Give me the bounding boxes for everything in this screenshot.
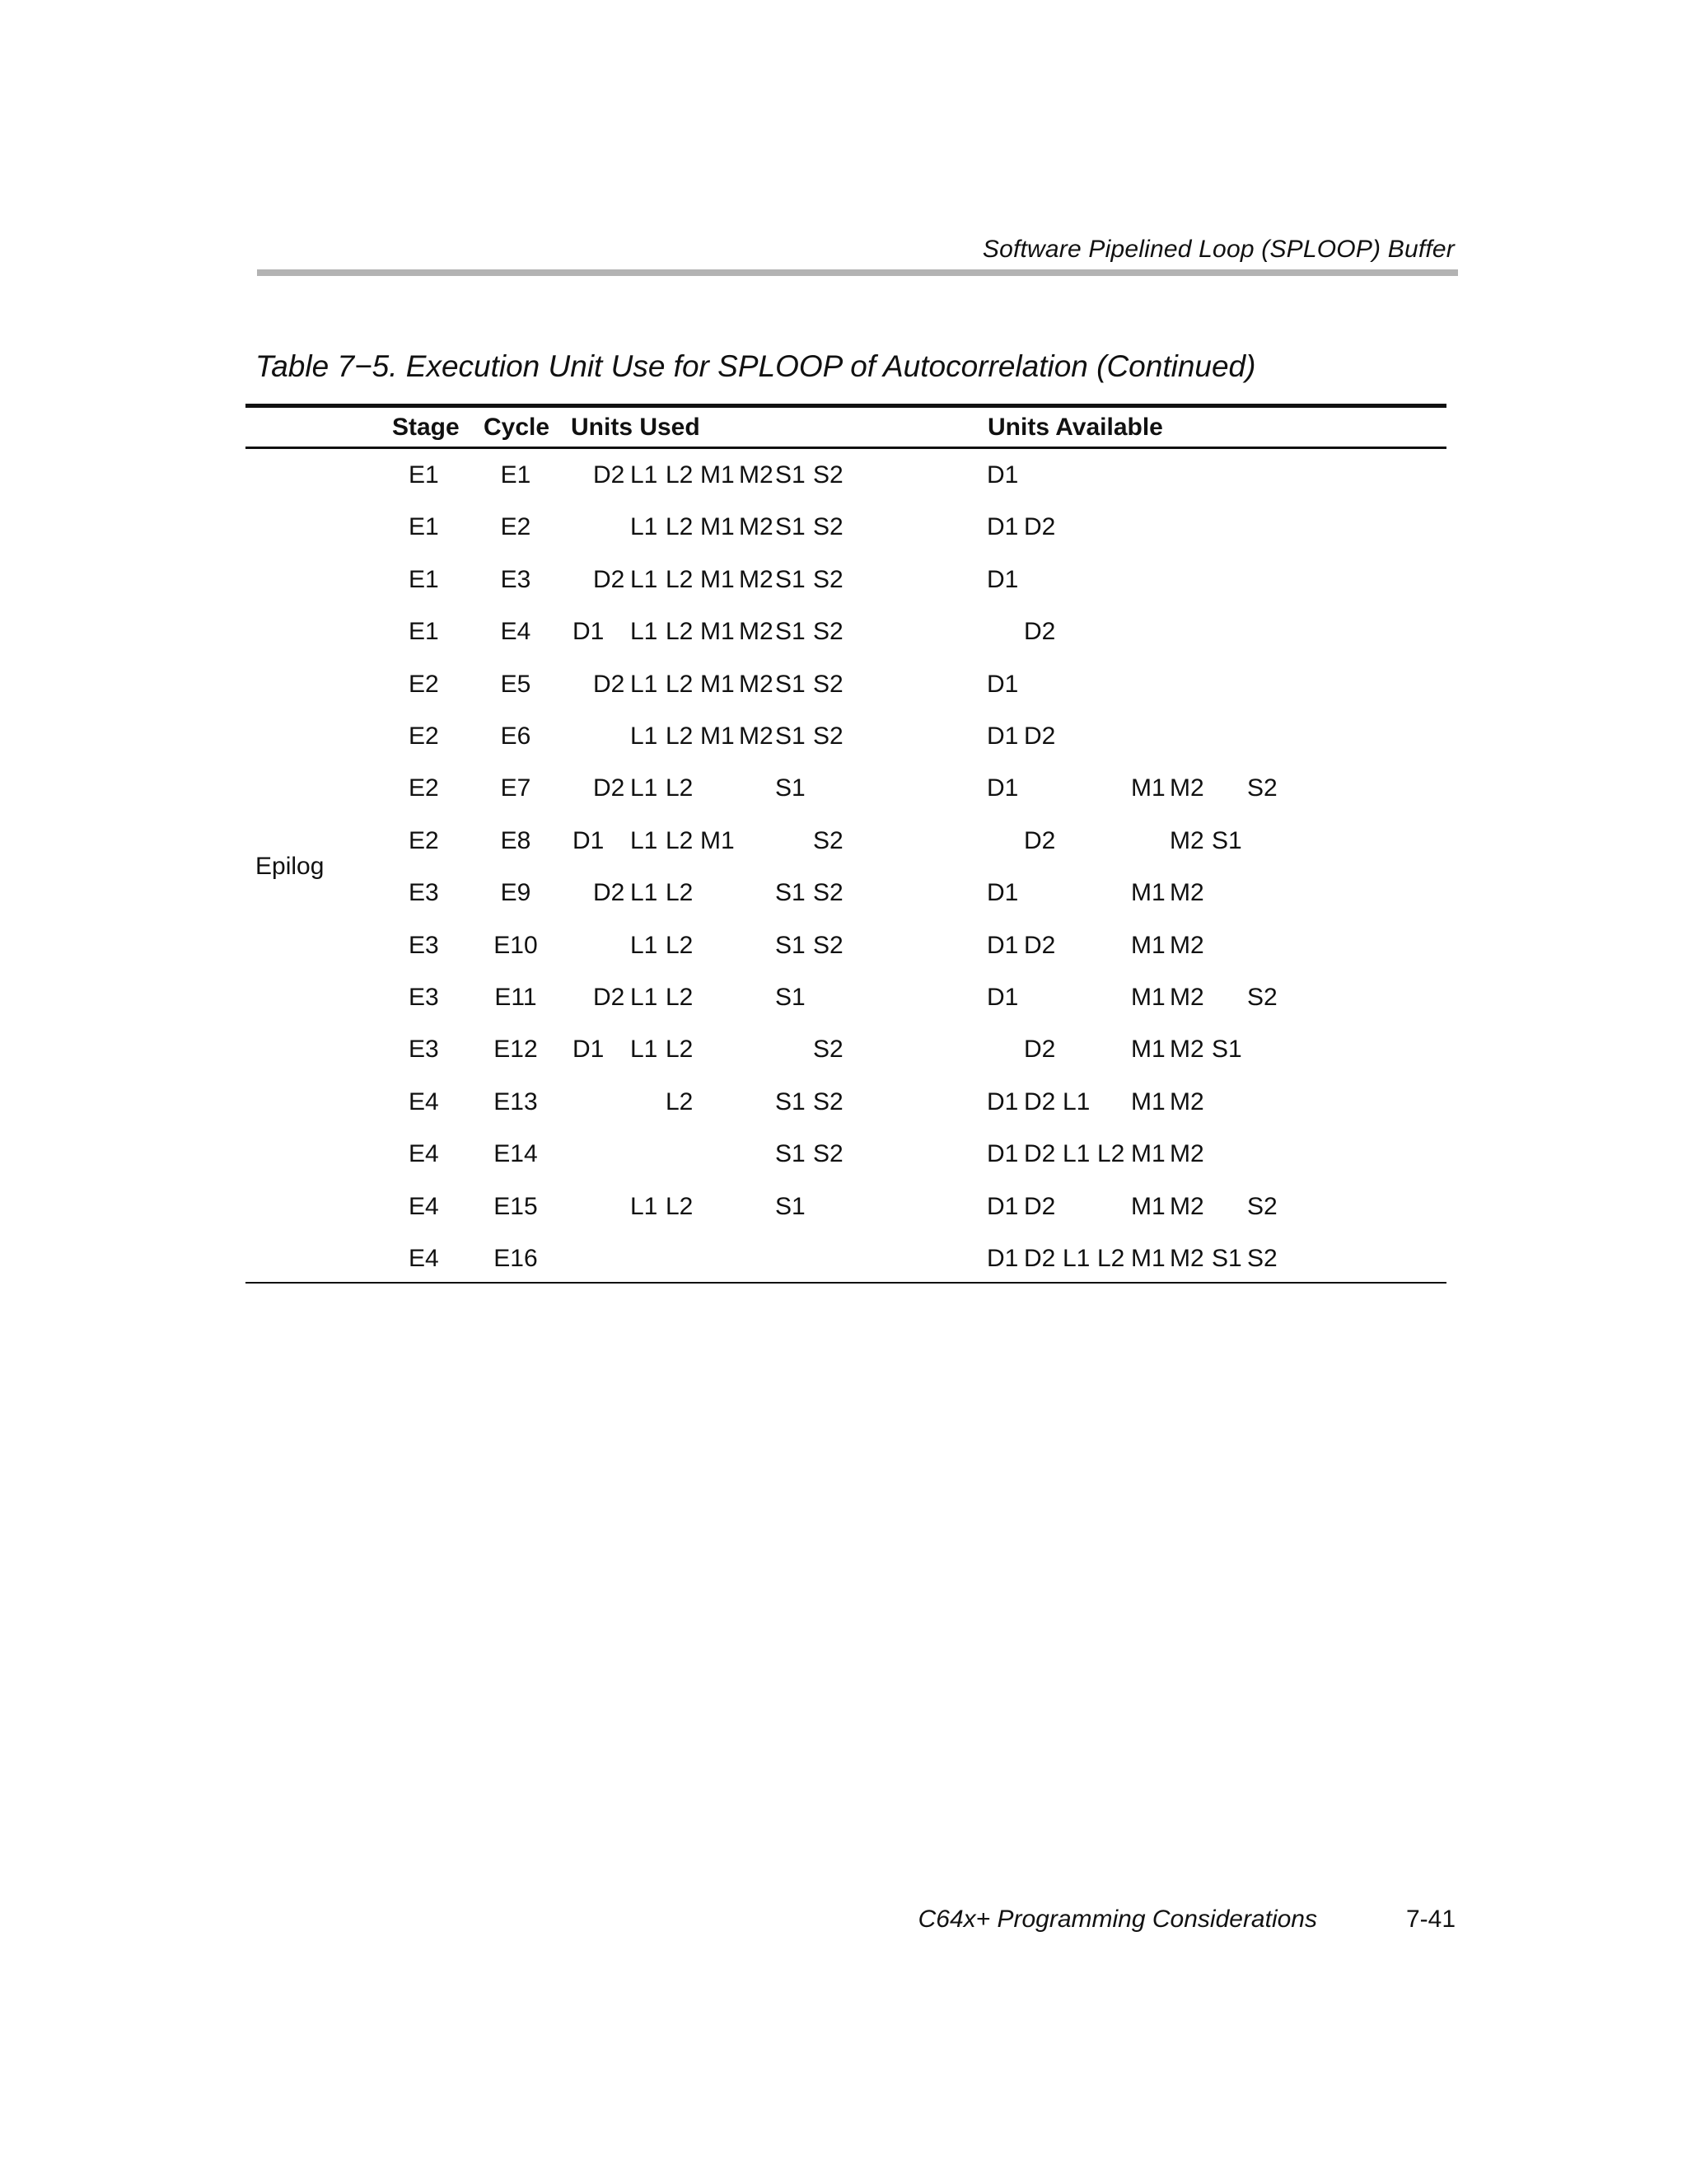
stage-cell: E2 (409, 723, 439, 750)
table-row (0, 671, 1687, 704)
unit-used: M1 (700, 826, 735, 854)
table-caption: Table 7−5. Execution Unit Use for SPLOOP of Autocorrelation (Continued) (255, 349, 1256, 383)
unit-used: L1 (630, 670, 658, 698)
unit-used: L1 (630, 618, 658, 646)
unit-used: L2 (666, 513, 694, 541)
unit-used: S1 (775, 618, 806, 646)
table-row (0, 1245, 1687, 1278)
unit-available: L1 (1063, 1245, 1091, 1272)
cycle-cell: E2 (500, 513, 531, 541)
table-row (0, 827, 1687, 860)
unit-available: D1 (987, 723, 1019, 750)
unit-available: D1 (987, 879, 1019, 907)
unit-used: D2 (593, 670, 625, 698)
unit-used: S2 (813, 826, 844, 854)
stage-cell: E1 (409, 513, 439, 541)
unit-used: D2 (593, 565, 625, 593)
unit-used: S2 (813, 1140, 844, 1168)
table-row (0, 1036, 1687, 1069)
table-row (0, 1193, 1687, 1226)
unit-available: D1 (987, 461, 1019, 489)
cycle-cell: E4 (500, 618, 531, 646)
unit-used: L1 (630, 984, 658, 1011)
cycle-cell: E11 (494, 984, 537, 1011)
unit-used: L1 (630, 1192, 658, 1220)
unit-used: S2 (813, 513, 844, 541)
unit-used: L1 (630, 513, 658, 541)
cycle-cell: E7 (500, 774, 531, 802)
unit-available: D1 (987, 1245, 1019, 1272)
unit-available: S2 (1247, 984, 1278, 1011)
unit-used: S2 (813, 723, 844, 750)
unit-used: S1 (775, 461, 806, 489)
stage-cell: E3 (409, 879, 439, 907)
unit-available: D2 (1024, 1140, 1056, 1168)
stage-cell: E4 (409, 1192, 439, 1220)
unit-used: D2 (593, 774, 625, 802)
unit-available: D1 (987, 565, 1019, 593)
unit-available: M2 (1170, 826, 1204, 854)
unit-used: S1 (775, 565, 806, 593)
unit-used: S1 (775, 670, 806, 698)
unit-used: S2 (813, 565, 844, 593)
unit-used: L2 (666, 1036, 694, 1064)
unit-available: L1 (1063, 1087, 1091, 1115)
unit-available: D2 (1024, 1192, 1056, 1220)
cycle-cell: E5 (500, 670, 531, 698)
unit-used: D2 (593, 461, 625, 489)
cycle-cell: E9 (500, 879, 531, 907)
header-rule (257, 269, 1458, 276)
stage-cell: E4 (409, 1140, 439, 1168)
unit-available: D1 (987, 931, 1019, 959)
unit-used: L1 (630, 565, 658, 593)
unit-used: L1 (630, 931, 658, 959)
unit-available: D2 (1024, 931, 1056, 959)
unit-used: D2 (593, 879, 625, 907)
unit-available: D1 (987, 984, 1019, 1011)
table-row (0, 618, 1687, 651)
unit-used: S2 (813, 618, 844, 646)
unit-used: L2 (666, 723, 694, 750)
unit-available: S2 (1247, 774, 1278, 802)
unit-used: S1 (775, 1192, 806, 1220)
unit-available: S1 (1212, 826, 1242, 854)
unit-used: S1 (775, 723, 806, 750)
unit-used: S1 (775, 1087, 806, 1115)
unit-used: L2 (666, 618, 694, 646)
unit-used: S1 (775, 1140, 806, 1168)
cycle-cell: E12 (493, 1036, 538, 1064)
unit-available: M2 (1170, 984, 1204, 1011)
table-row (0, 932, 1687, 965)
unit-available: M2 (1170, 879, 1204, 907)
unit-available: M2 (1170, 1087, 1204, 1115)
unit-available: M1 (1131, 1087, 1166, 1115)
unit-available: D1 (987, 1087, 1019, 1115)
cycle-cell: E8 (500, 826, 531, 854)
unit-used: D1 (572, 1036, 605, 1064)
stage-cell: E1 (409, 461, 439, 489)
table-row (0, 513, 1687, 546)
unit-available: M1 (1131, 1036, 1166, 1064)
stage-cell: E2 (409, 670, 439, 698)
cycle-cell: E16 (493, 1245, 538, 1272)
unit-available: D2 (1024, 1036, 1056, 1064)
stage-cell: E1 (409, 618, 439, 646)
unit-used: M1 (700, 513, 735, 541)
unit-available: M1 (1131, 774, 1166, 802)
unit-used: L2 (666, 879, 694, 907)
unit-used: M1 (700, 461, 735, 489)
unit-used: L2 (666, 931, 694, 959)
unit-used: S1 (775, 513, 806, 541)
column-header-stage: Stage (392, 414, 460, 441)
unit-available: D2 (1024, 723, 1056, 750)
cycle-cell: E14 (493, 1140, 538, 1168)
page-number: 7-41 (1405, 1906, 1456, 1933)
unit-used: M2 (739, 670, 773, 698)
unit-used: L2 (666, 565, 694, 593)
unit-available: M2 (1170, 774, 1204, 802)
unit-used: M2 (739, 723, 773, 750)
unit-used: L1 (630, 461, 658, 489)
unit-used: S1 (775, 931, 806, 959)
stage-cell: E3 (409, 1036, 439, 1064)
unit-used: S2 (813, 1036, 844, 1064)
unit-available: M1 (1131, 1245, 1166, 1272)
unit-available: D1 (987, 1140, 1019, 1168)
unit-available: D1 (987, 1192, 1019, 1220)
unit-available: M2 (1170, 1192, 1204, 1220)
unit-used: S2 (813, 931, 844, 959)
table-header-rule (245, 447, 1446, 449)
table-row (0, 774, 1687, 807)
unit-used: L2 (666, 670, 694, 698)
unit-used: M2 (739, 565, 773, 593)
unit-used: S2 (813, 879, 844, 907)
stage-cell: E1 (409, 565, 439, 593)
stage-cell: E2 (409, 774, 439, 802)
table-top-rule (245, 404, 1446, 408)
table-row (0, 723, 1687, 755)
unit-used: L2 (666, 774, 694, 802)
unit-available: D1 (987, 513, 1019, 541)
unit-used: L1 (630, 774, 658, 802)
unit-available: D1 (987, 670, 1019, 698)
unit-used: M2 (739, 461, 773, 489)
unit-used: D1 (572, 618, 605, 646)
unit-used: S2 (813, 461, 844, 489)
stage-cell: E3 (409, 984, 439, 1011)
unit-used: S2 (813, 1087, 844, 1115)
unit-used: M1 (700, 723, 735, 750)
running-header: Software Pipelined Loop (SPLOOP) Buffer (982, 236, 1455, 263)
table-row (0, 879, 1687, 912)
unit-available: S2 (1247, 1192, 1278, 1220)
stage-cell: E3 (409, 931, 439, 959)
unit-used: L1 (630, 826, 658, 854)
stage-cell: E4 (409, 1087, 439, 1115)
unit-used: L2 (666, 826, 694, 854)
unit-used: S1 (775, 774, 806, 802)
stage-cell: E2 (409, 826, 439, 854)
cycle-cell: E6 (500, 723, 531, 750)
unit-used: L2 (666, 984, 694, 1011)
epilog-group-label: Epilog (255, 853, 325, 880)
unit-used: M1 (700, 565, 735, 593)
unit-available: M1 (1131, 931, 1166, 959)
table-row (0, 566, 1687, 599)
stage-cell: E4 (409, 1245, 439, 1272)
unit-available: S1 (1212, 1036, 1242, 1064)
cycle-cell: E13 (493, 1087, 538, 1115)
cycle-cell: E3 (500, 565, 531, 593)
unit-available: D2 (1024, 618, 1056, 646)
unit-available: M2 (1170, 1036, 1204, 1064)
unit-available: D2 (1024, 1087, 1056, 1115)
unit-used: D2 (593, 984, 625, 1011)
cycle-cell: E15 (493, 1192, 538, 1220)
unit-used: M2 (739, 513, 773, 541)
unit-used: S1 (775, 879, 806, 907)
unit-used: L1 (630, 879, 658, 907)
cycle-cell: E10 (493, 931, 538, 959)
unit-available: M2 (1170, 1245, 1204, 1272)
unit-available: D2 (1024, 513, 1056, 541)
column-header-cycle: Cycle (484, 414, 550, 441)
table-row (0, 461, 1687, 494)
unit-available: M1 (1131, 1140, 1166, 1168)
unit-used: L2 (666, 461, 694, 489)
unit-used: S2 (813, 670, 844, 698)
unit-used: L2 (666, 1192, 694, 1220)
unit-available: D2 (1024, 826, 1056, 854)
unit-available: D1 (987, 774, 1019, 802)
unit-used: L2 (666, 1087, 694, 1115)
unit-used: L1 (630, 723, 658, 750)
unit-available: M1 (1131, 879, 1166, 907)
unit-used: M1 (700, 618, 735, 646)
unit-available: D2 (1024, 1245, 1056, 1272)
table-row (0, 1140, 1687, 1173)
unit-available: M2 (1170, 1140, 1204, 1168)
cycle-cell: E1 (500, 461, 531, 489)
table-row (0, 1088, 1687, 1121)
table-bottom-rule (245, 1282, 1446, 1284)
column-header-units-used: Units Used (571, 414, 700, 441)
column-header-units-available: Units Available (988, 414, 1163, 441)
unit-available: S1 (1212, 1245, 1242, 1272)
unit-available: M1 (1131, 1192, 1166, 1220)
unit-used: L1 (630, 1036, 658, 1064)
unit-available: S2 (1247, 1245, 1278, 1272)
unit-available: M1 (1131, 984, 1166, 1011)
unit-available: L2 (1097, 1245, 1125, 1272)
unit-used: D1 (572, 826, 605, 854)
unit-available: M2 (1170, 931, 1204, 959)
unit-available: L1 (1063, 1140, 1091, 1168)
unit-used: M2 (739, 618, 773, 646)
table-row (0, 984, 1687, 1017)
unit-used: S1 (775, 984, 806, 1011)
unit-used: M1 (700, 670, 735, 698)
footer-section-title: C64x+ Programming Considerations (918, 1906, 1317, 1933)
unit-available: L2 (1097, 1140, 1125, 1168)
